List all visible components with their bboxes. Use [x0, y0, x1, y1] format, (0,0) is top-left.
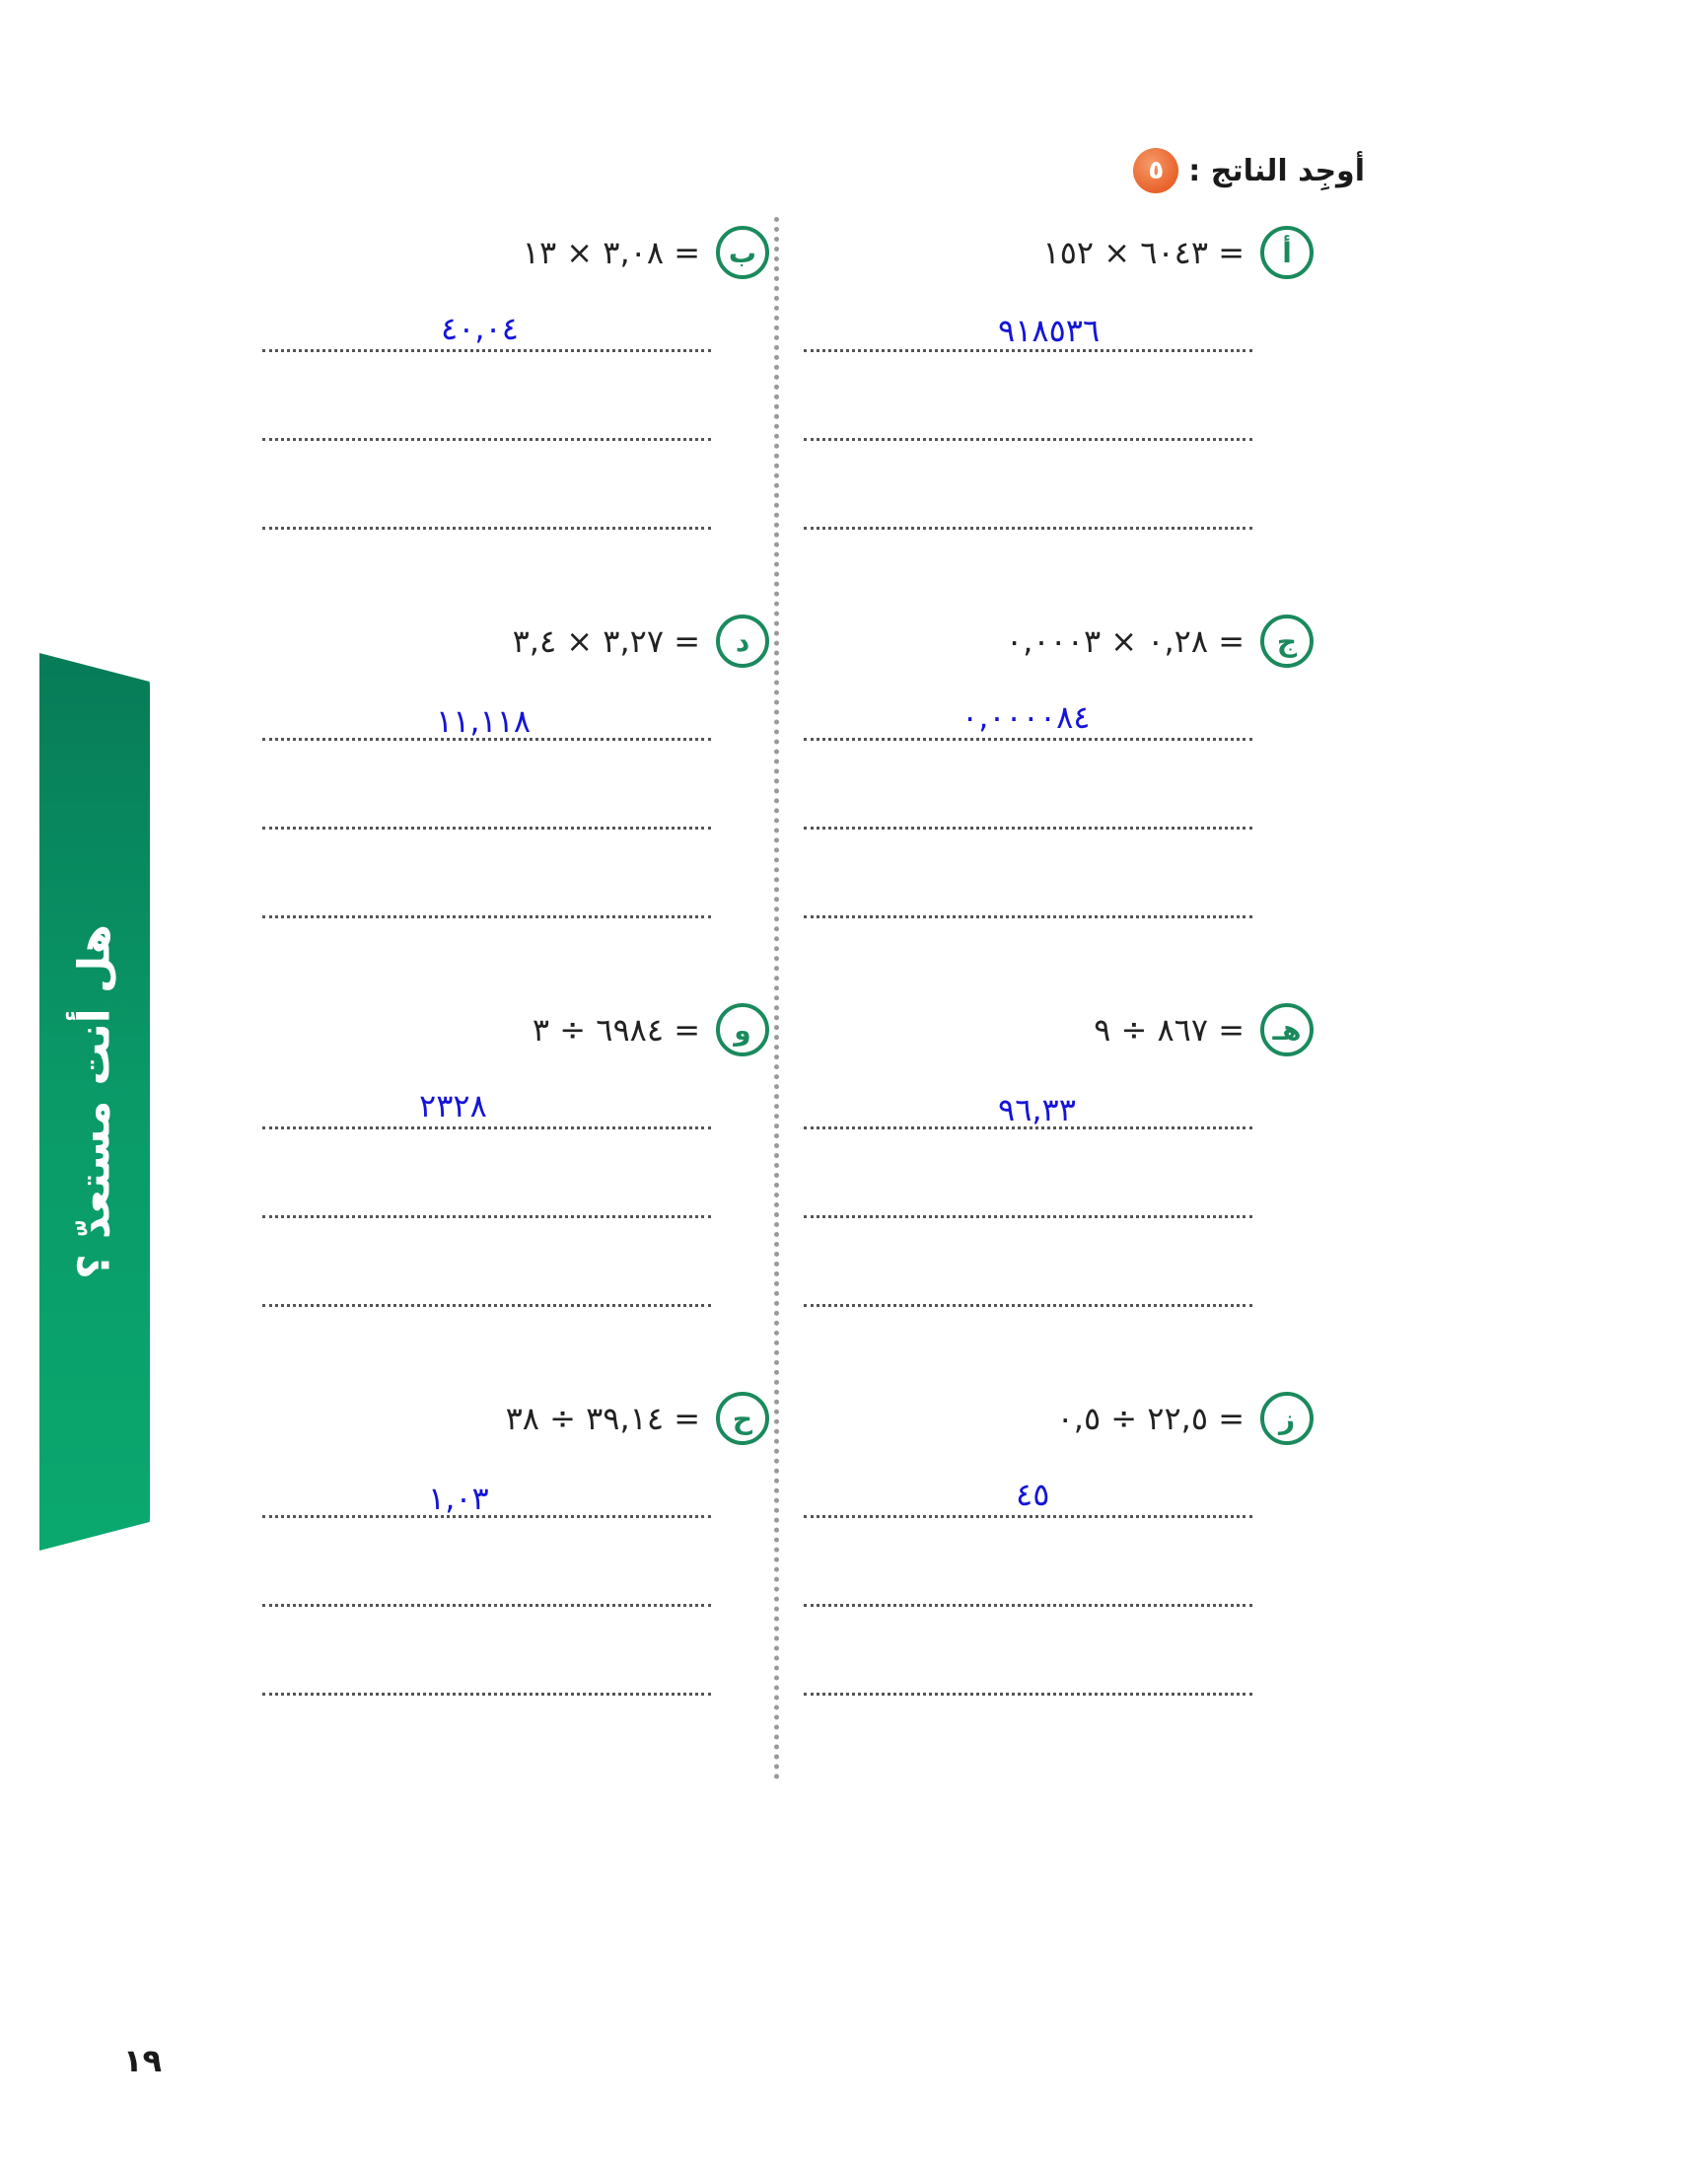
answer-line[interactable]: [262, 1215, 711, 1218]
problem-letter-badge: ب: [716, 226, 769, 279]
answer-line[interactable]: [804, 1126, 1252, 1129]
answer-line[interactable]: [262, 915, 711, 918]
problem-a: [850, 223, 1314, 282]
problem-letter-badge: ز: [1260, 1392, 1314, 1445]
problem-c: [850, 612, 1314, 671]
answer-line[interactable]: [804, 915, 1252, 918]
answer-line[interactable]: [262, 527, 711, 530]
problem-expression: ٣٩,١٤ ÷ ٣٨ =: [505, 1400, 700, 1437]
page-number: ١٩: [123, 2042, 163, 2079]
problem-letter-badge: ج: [1260, 615, 1314, 668]
handwritten-answer: ٢٣٢٨: [419, 1087, 487, 1124]
answer-line[interactable]: [262, 1515, 711, 1518]
problem-hh: [306, 1389, 769, 1448]
problem-expression: ٢٢,٥ ÷ ٠,٥ =: [1056, 1400, 1245, 1437]
handwritten-answer: ٩٦,٣٣: [998, 1091, 1076, 1128]
answer-line[interactable]: [804, 738, 1252, 741]
section-header: [1133, 145, 1365, 196]
answer-line[interactable]: [804, 527, 1252, 530]
answer-line[interactable]: [804, 1515, 1252, 1518]
answer-line[interactable]: [804, 1215, 1252, 1218]
problem-expression: ٦٠٤٣ × ١٥٢ =: [1042, 234, 1245, 271]
problem-expression: ٣,٢٧ × ٣,٤ =: [512, 622, 700, 660]
answer-line[interactable]: [262, 349, 711, 352]
answer-line[interactable]: [804, 349, 1252, 352]
problem-z: [850, 1389, 1314, 1448]
answer-line[interactable]: [804, 438, 1252, 441]
answer-line[interactable]: [804, 1693, 1252, 1696]
handwritten-answer: ١١,١١٨: [436, 702, 532, 740]
handwritten-answer: ٤٥: [1016, 1476, 1050, 1513]
handwritten-answer: ٩١٨٥٣٦: [998, 312, 1101, 349]
answer-line[interactable]: [262, 827, 711, 830]
problem-d: [306, 612, 769, 671]
problem-letter-badge: هـ: [1260, 1003, 1314, 1056]
handwritten-answer: ٠,٠٠٠٠٨٤: [961, 698, 1091, 736]
answer-line[interactable]: [262, 738, 711, 741]
problem-letter-badge: أ: [1260, 226, 1314, 279]
answer-line[interactable]: [262, 1693, 711, 1696]
answer-line[interactable]: [262, 438, 711, 441]
problem-letter-badge: و: [716, 1003, 769, 1056]
problem-expression: ٣,٠٨ × ١٣ =: [522, 234, 700, 271]
problem-b: [306, 223, 769, 282]
problem-expression: ٠,٢٨ × ٠,٠٠٠٣ =: [1006, 622, 1245, 660]
problem-letter-badge: ح: [716, 1392, 769, 1445]
answer-line[interactable]: [262, 1304, 711, 1307]
answer-line[interactable]: [804, 827, 1252, 830]
section-title: أوجِد الناتج :: [1188, 153, 1365, 188]
answer-line[interactable]: [804, 1604, 1252, 1607]
column-divider: [774, 217, 779, 1780]
section-number: ٥: [1133, 148, 1178, 193]
handwritten-answer: ٤٠,٠٤: [441, 310, 519, 347]
answer-line[interactable]: [804, 1304, 1252, 1307]
problem-expression: ٦٩٨٤ ÷ ٣ =: [532, 1011, 700, 1049]
answer-line[interactable]: [262, 1126, 711, 1129]
problem-expression: ٨٦٧ ÷ ٩ =: [1094, 1011, 1245, 1049]
problem-letter-badge: د: [716, 615, 769, 668]
problem-w: [306, 1000, 769, 1059]
answer-line[interactable]: [262, 1604, 711, 1607]
handwritten-answer: ١,٠٣: [428, 1480, 489, 1517]
side-tab-label: هل أنت مستعدّ ؟: [69, 924, 120, 1279]
problem-h: [850, 1000, 1314, 1059]
